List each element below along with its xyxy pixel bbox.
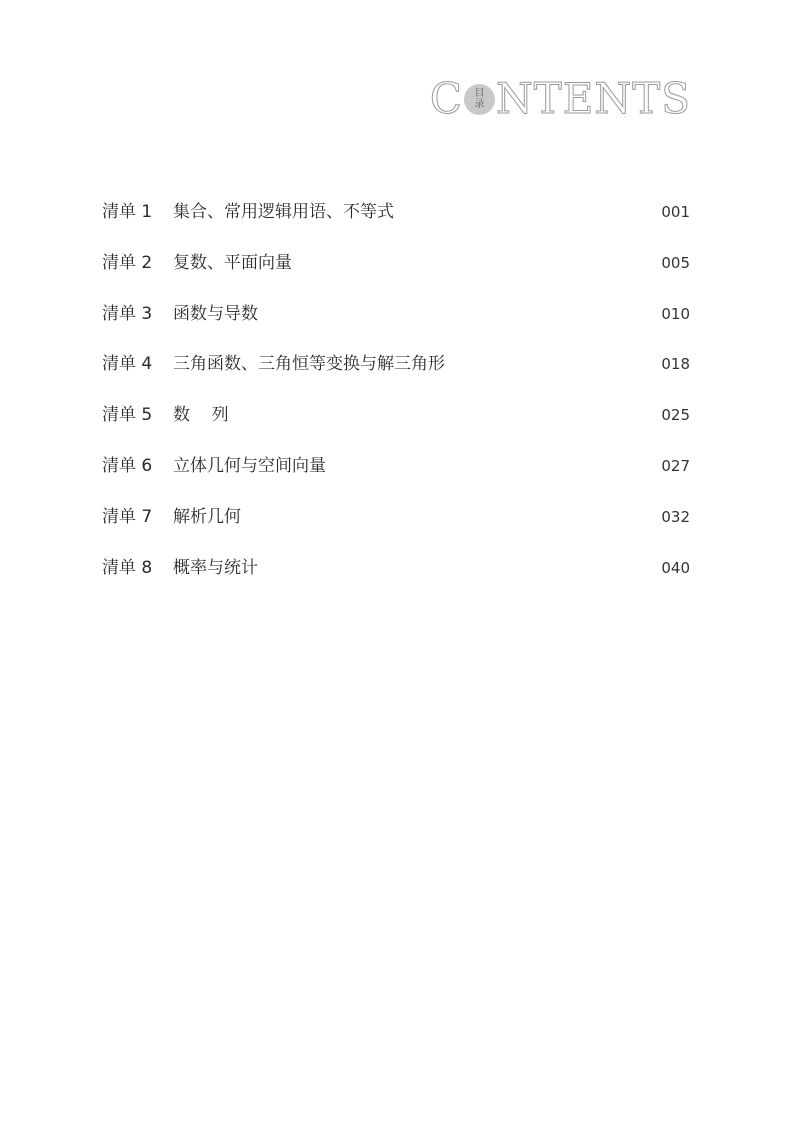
toc-entry-title: 解析几何 <box>173 506 241 527</box>
toc-entry-page: 025 <box>661 406 690 425</box>
toc-entry-number: 清单 4 <box>102 354 153 375</box>
mulu-badge-bottom: 录 <box>474 99 485 110</box>
toc-entry[interactable] <box>102 401 690 452</box>
toc-entry-number: 清单 7 <box>102 506 153 527</box>
toc-entry-number: 清单 2 <box>102 252 153 273</box>
toc-entry[interactable] <box>102 350 690 401</box>
toc-entry-title: 概率与统计 <box>173 557 258 578</box>
toc-entry-page: 027 <box>661 456 690 475</box>
toc-entry[interactable] <box>102 452 690 503</box>
toc-entry-number: 清单 1 <box>102 202 153 222</box>
mulu-badge-top: 目 <box>474 88 485 99</box>
toc-entry-title: 三角函数、三角恒等变换与解三角形 <box>173 354 445 375</box>
toc-entry-page: 005 <box>661 253 690 272</box>
toc-entry[interactable] <box>102 249 690 300</box>
toc-entry-title: 函数与导数 <box>173 303 258 324</box>
toc-entry-title: 复数、平面向量 <box>173 252 292 273</box>
toc-entry-number: 清单 8 <box>102 557 153 578</box>
table-of-contents <box>102 198 690 604</box>
contents-heading-end: NTENTS <box>496 74 691 123</box>
toc-entry-number: 清单 5 <box>102 405 153 426</box>
toc-entry-title: 数 列 <box>173 405 229 426</box>
toc-entry-number: 清单 6 <box>102 455 153 476</box>
contents-heading-start: C <box>429 74 464 123</box>
toc-entry-title: 集合、常用逻辑用语、不等式 <box>173 202 394 222</box>
toc-entry[interactable] <box>102 554 690 605</box>
toc-entry-page: 018 <box>661 355 690 374</box>
mulu-badge <box>464 84 495 115</box>
toc-entry[interactable] <box>102 503 690 554</box>
toc-entry-page: 032 <box>661 507 690 526</box>
toc-entry-page: 010 <box>661 304 690 323</box>
toc-entry-page: 040 <box>661 558 690 577</box>
toc-entry-title: 立体几何与空间向量 <box>173 455 326 476</box>
toc-entry-page: 001 <box>661 203 690 221</box>
toc-entry[interactable] <box>102 198 690 249</box>
toc-entry-number: 清单 3 <box>102 303 153 324</box>
toc-entry[interactable] <box>102 300 690 351</box>
contents-heading <box>430 74 691 124</box>
